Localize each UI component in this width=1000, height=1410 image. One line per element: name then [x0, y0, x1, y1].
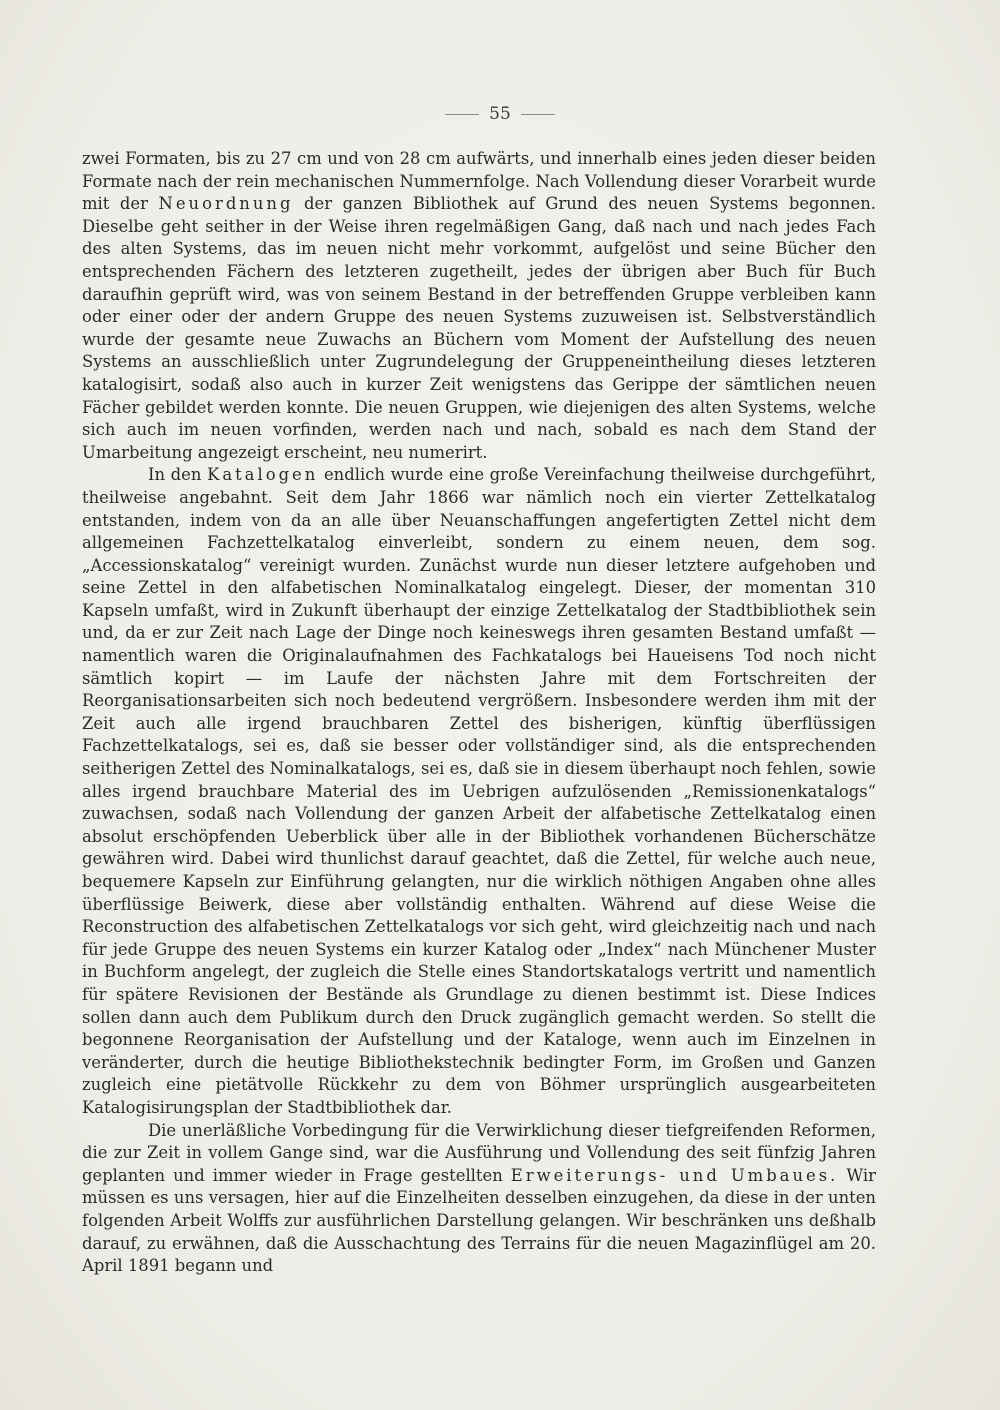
p1-text-a: zwei Formaten, bis zu 27 cm und von 28 cm aufwärts, und innerhalb eines jeden dieser beiden Formate nach der rein mechanischen Nummernfolge. Nach Vollendung dieser Vorarbeit wurde mit der: [82, 149, 876, 214]
header-dash-left: [445, 114, 479, 115]
p2-text-b: endlich wurde eine große Vereinfachung theilweise durchgeführt, theilweise angebahnt. Seit dem Jahr 1866 war nämlich noch ein vierter Zettelkatalog entstanden, indem von da an alle über Neuanschaffungen angefertigten Zettel nicht dem allgemeinen Fachzettelkatalog einverleibt, sondern zu einem neuen, dem sog. „Accessionskatalog“ vereinigt wurden. Zunächst wurde nun dieser letztere aufgehoben und seine Zettel in den alfabetischen Nominalkatalog eingelegt. Dieser, der momentan 310 Kapseln umfaßt, wird in Zukunft überhaupt der einzige Zettelkatalog der Stadtbibliothek sein und, da er zur Zeit nach Lage der Dinge noch keineswegs ihren gesamten Bestand umfaßt — namentlich waren die Originalaufnahmen des Fachkatalogs bei Haueisens Tod noch nicht sämtlich kopirt — im Laufe der nächsten Jahre mit dem Fortschreiten der Reorganisationsarbeiten sich noch bedeutend vergrößern. Insbesondere werden ihm mit der Zeit auch alle irgend brauchbaren Zettel des bisherigen, künftig überflüssigen Fachzettelkatalogs, sei es, daß sie besser oder vollständiger sind, als die entsprechenden seitherigen Zettel des Nominalkatalogs, sei es, daß sie in diesem überhaupt noch fehlen, sowie alles irgend brauchbare Material des im Uebrigen aufzulösenden „Remissionenkatalogs“ zuwachsen, sodaß nach Vollendung der ganzen Arbeit der alfabetische Zettelkatalog einen absolut erschöpfenden Ueberblick über alle in der Bibliothek vorhandenen Bücherschätze gewähren wird. Dabei wird thunlichst darauf geachtet, daß die Zettel, für welche auch neue, bequemere Kapseln zur Einführung gelangten, nur die wirklich nöthigen Angaben ohne alles überflüssige Beiwerk, diese aber vollständig enthalten. Während auf diese Weise die Reconstruction des alfabetischen Zettelkatalogs vor sich geht, wird gleichzeitig nach und nach für jede Gruppe des neuen Systems ein kurzer Katalog oder „Index“ nach Münchener Muster in Buchform angelegt, der zugleich die Stelle eines Standortskatalogs vertritt und namentlich für spätere Revisionen der Bestände als Grundlage zu dienen bestimmt ist. Diese Indices sollen dann auch dem Publikum durch den Druck zugänglich gemacht werden. So stellt die begonnene Reorganisation der Aufstellung und der Kataloge, wenn auch im Einzelnen in veränderter, durch die heutige Bibliothekstechnik bedingter Form, im Großen und Ganzen zugleich eine pietätvolle Rückkehr zu dem von Böhmer ursprünglich ausgearbeiteten Katalogisirungsplan der Stadtbibliothek dar.: [82, 465, 877, 1117]
p1-text-b: der ganzen Bibliothek auf Grund des neuen Systems begonnen. Dieselbe geht seither in der Weise ihren regelmäßigen Gang, daß nach und nach jedes Fach des alten Systems, das im neuen nicht mehr vorkommt, aufgelöst und seine Bücher den entsprechenden Fächern des letzteren zugetheilt, jedes der übrigen aber Buch für Buch daraufhin geprüft wird, was von seinem Bestand in der betreffenden Gruppe verbleiben kann oder einer oder der andern Gruppe des neuen Systems zuzuweisen ist. Selbstverständlich wurde der gesamte neue Zuwachs an Büchern vom Moment der Aufstellung des neuen Systems an ausschließlich unter Zugrundelegung der Gruppeneintheilung dieses letzteren katalogisirt, sodaß also auch in kurzer Zeit wenigstens das Gerippe der sämtlichen neuen Fächer gebildet werden konnte. Die neuen Gruppen, wie diejenigen des alten Systems, welche sich auch im neuen vorfinden, werden nach und nach, sobald es nach dem Stand der Umarbeitung angezeigt erscheint, neu numerirt.: [82, 194, 876, 462]
body-text: [82, 148, 876, 1278]
page-header: [0, 104, 1000, 128]
paragraph-2: [82, 464, 876, 1119]
p1-spaced-term: Neuordnung: [158, 194, 294, 214]
p3-text-b: Wir müssen es uns versagen, hier auf die Einzelheiten desselben einzugehen, da diese in der unten folgenden Arbeit Wolffs zur ausführlichen Darstellung gelangen. Wir beschränken uns deßhalb darauf, zu erwähnen, daß die Ausschachtung des Terrains für die neuen Magazinflügel am 20. April 1891 begann und: [82, 1165, 876, 1276]
paragraph-1: [82, 148, 876, 464]
page-number: 55: [489, 104, 511, 124]
p2-text-a: In den: [148, 465, 208, 485]
header-dash-right: [521, 114, 555, 115]
p3-text-a: Die unerläßliche Vorbedingung für die Verwirklichung dieser tiefgreifenden Reformen, die zur Zeit in vollem Gange sind, war die Ausführung und Vollendung des seit fünfzig Jahren geplanten und immer wieder in Frage gestellten: [82, 1120, 876, 1185]
p3-spaced-term: Erweiterungs- und Umbaues.: [510, 1165, 839, 1185]
p2-spaced-term: Katalogen: [207, 465, 319, 485]
paragraph-3: [82, 1120, 876, 1278]
